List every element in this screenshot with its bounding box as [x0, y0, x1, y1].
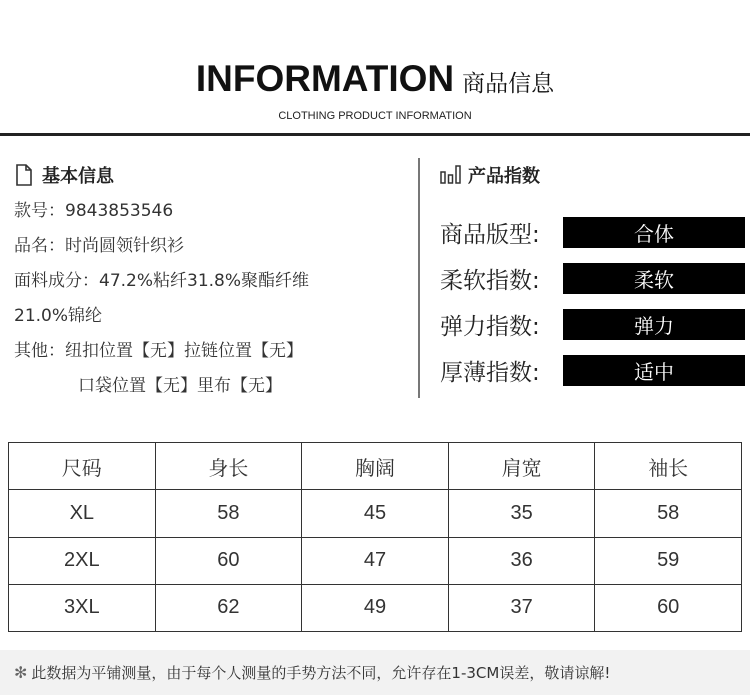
table-cell: XL [9, 490, 156, 537]
asterisk-icon: ✻ [14, 663, 28, 682]
index-row-thickness [440, 347, 745, 393]
title-english: INFORMATION [195, 58, 455, 99]
table-cell: 2XL [9, 537, 156, 584]
product-index-heading [440, 160, 745, 190]
bar-chart-icon [440, 164, 460, 186]
basic-info-title: 基本信息 [42, 166, 114, 187]
other-details-cont: 口袋位置【无】里布【无】 [78, 376, 282, 396]
fabric-composition: 面料成分：47.2%粘纤31.8%聚酯纤维 [14, 271, 310, 291]
table-cell: 58 [155, 490, 302, 537]
table-row [9, 537, 742, 584]
title-row [0, 58, 750, 100]
table-header-cell: 身长 [155, 443, 302, 490]
index-value: 合体 [563, 217, 745, 248]
index-row-fit [440, 209, 745, 255]
table-header-cell: 袖长 [595, 443, 742, 490]
basic-info-panel [14, 160, 404, 404]
table-cell: 60 [595, 584, 742, 631]
style-number: 款号：9843853546 [14, 201, 174, 221]
table-cell: 58 [595, 490, 742, 537]
table-cell: 3XL [9, 584, 156, 631]
table-row [9, 490, 742, 537]
other-details: 其他：纽扣位置【无】拉链位置【无】 [14, 341, 303, 361]
table-cell: 36 [448, 537, 595, 584]
title-chinese: 商品信息 [462, 71, 555, 97]
page-header [0, 58, 750, 122]
table-cell: 60 [155, 537, 302, 584]
index-value: 弹力 [563, 309, 745, 340]
table-cell: 47 [302, 537, 449, 584]
table-cell: 59 [595, 537, 742, 584]
table-row [9, 584, 742, 631]
table-cell: 49 [302, 584, 449, 631]
header-divider [0, 133, 750, 136]
basic-info-heading [14, 160, 404, 190]
table-header-cell: 肩宽 [448, 443, 595, 490]
vertical-divider [418, 158, 420, 398]
index-label: 商品版型: [440, 221, 540, 248]
fabric-composition-cont: 21.0%锦纶 [14, 306, 103, 326]
table-header-cell: 尺码 [9, 443, 156, 490]
document-icon [14, 164, 34, 186]
index-label: 厚薄指数: [440, 359, 540, 386]
index-row-elasticity [440, 301, 745, 347]
table-cell: 37 [448, 584, 595, 631]
table-header-row [9, 443, 742, 490]
product-name: 品名：时尚圆领针织衫 [14, 236, 184, 256]
table-cell: 45 [302, 490, 449, 537]
index-row-softness [440, 255, 745, 301]
subtitle: CLOTHING PRODUCT INFORMATION [278, 110, 472, 122]
table-cell: 35 [448, 490, 595, 537]
product-index-panel [440, 160, 745, 393]
index-label: 弹力指数: [440, 313, 540, 340]
index-value: 适中 [563, 355, 745, 386]
measurement-note [0, 650, 750, 695]
product-index-title: 产品指数 [468, 166, 540, 187]
index-label: 柔软指数: [440, 267, 540, 294]
index-value: 柔软 [563, 263, 745, 294]
measurement-note-text: 此数据为平铺测量，由于每个人测量的手势方法不同，允许存在1-3CM误差，敬请谅解! [31, 664, 611, 682]
size-table [8, 442, 742, 632]
table-cell: 62 [155, 584, 302, 631]
table-header-cell: 胸阔 [302, 443, 449, 490]
